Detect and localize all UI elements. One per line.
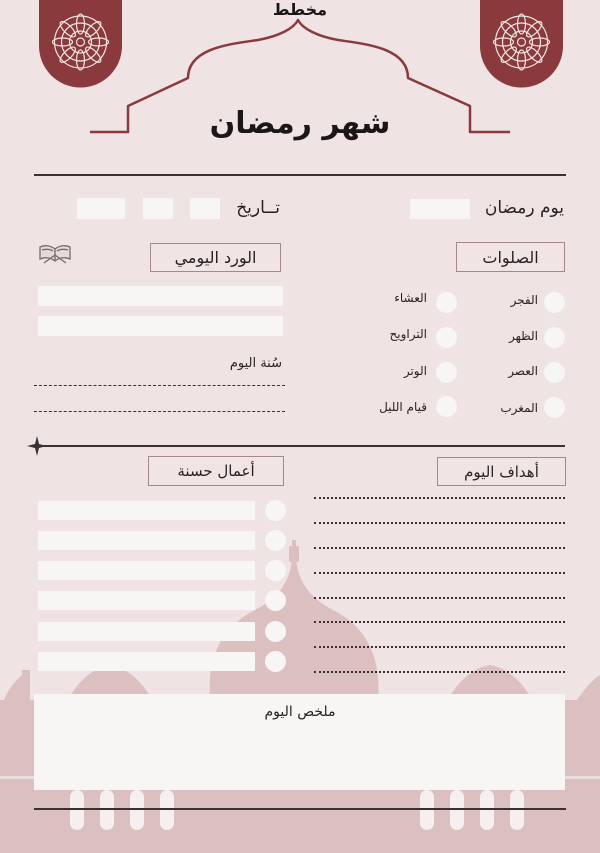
good-deed-field-4[interactable] [38, 591, 255, 610]
good-deed-check-3[interactable] [265, 560, 286, 581]
goal-line-6[interactable] [314, 621, 565, 623]
prayer-check-asr[interactable] [544, 362, 565, 383]
bottom-divider [34, 808, 566, 810]
goal-line-7[interactable] [314, 646, 565, 648]
prayer-check-witr[interactable] [436, 362, 457, 383]
prayer-label-qiyam: قيام الليل [379, 400, 427, 414]
prayer-label-isha: العشاء [394, 291, 427, 305]
goal-line-8[interactable] [314, 671, 565, 673]
date-month-field[interactable] [143, 198, 173, 219]
prayer-label-maghrib: المغرب [500, 401, 538, 415]
prayer-label-taraweeh: التراويح [389, 327, 427, 341]
prayer-check-fajr[interactable] [544, 292, 565, 313]
good-deed-check-4[interactable] [265, 590, 286, 611]
prayers-heading: الصلوات [456, 242, 565, 272]
ramadan-day-label: يوم رمضان [484, 198, 564, 218]
ramadan-day-field[interactable] [410, 199, 470, 219]
good-deed-field-1[interactable] [38, 501, 255, 520]
prayer-label-witr: الوتر [403, 364, 427, 378]
daily-wird-line-1[interactable] [38, 286, 283, 306]
goal-line-4[interactable] [314, 572, 565, 574]
good-deed-field-2[interactable] [38, 531, 255, 550]
title-line-1: مخطط [272, 0, 328, 19]
prayer-check-qiyam[interactable] [436, 396, 457, 417]
good-deed-field-5[interactable] [38, 622, 255, 641]
good-deed-check-6[interactable] [265, 651, 286, 672]
prayer-label-asr: العصر [508, 364, 538, 378]
prayer-check-taraweeh[interactable] [436, 327, 457, 348]
date-year-field[interactable] [77, 198, 125, 219]
sunnah-line-2[interactable] [34, 411, 285, 412]
prayer-check-isha[interactable] [436, 292, 457, 313]
quran-book-icon [38, 243, 72, 265]
prayer-label-dhuhr: الظهر [509, 329, 538, 343]
good-deeds-heading: أعمال حسنة [148, 456, 284, 486]
good-deed-field-3[interactable] [38, 561, 255, 580]
daily-summary-heading: ملخص اليوم [264, 704, 336, 720]
sunnah-label: سُنة اليوم [229, 356, 282, 371]
prayer-check-maghrib[interactable] [544, 397, 565, 418]
middle-divider [38, 445, 565, 447]
good-deed-field-6[interactable] [38, 652, 255, 671]
goal-line-2[interactable] [314, 522, 565, 524]
goal-line-3[interactable] [314, 547, 565, 549]
daily-wird-heading: الورد اليومي [150, 243, 281, 272]
date-label: تــاريخ [236, 198, 280, 218]
sunnah-line-1[interactable] [34, 385, 285, 386]
goal-line-5[interactable] [314, 597, 565, 599]
prayer-check-dhuhr[interactable] [544, 327, 565, 348]
good-deed-check-2[interactable] [265, 530, 286, 551]
goal-line-1[interactable] [314, 497, 565, 499]
good-deed-check-5[interactable] [265, 621, 286, 642]
good-deed-check-1[interactable] [265, 500, 286, 521]
sparkle-star-icon [27, 436, 47, 456]
daily-wird-line-2[interactable] [38, 316, 283, 336]
date-day-field[interactable] [190, 198, 220, 219]
prayer-label-fajr: الفجر [510, 293, 538, 307]
goals-heading: أهداف اليوم [437, 457, 566, 486]
title-line-2: شهر رمضان [209, 106, 391, 141]
top-divider [34, 174, 566, 176]
